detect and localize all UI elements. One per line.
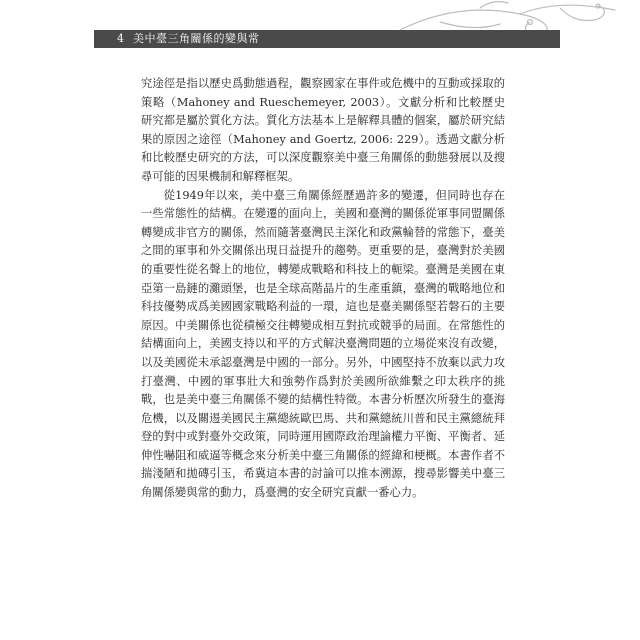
paragraph: 究途徑是指以歷史爲動態過程，觀察國家在事件或危機中的互動或採取的策略（Mahoney and Rueschemeyer, 2003）。文獻分析和比較歷史研究都是屬於質化方法。質化方法基本上是解釋具體的個案，屬於研究結果的原因之途徑（Mahoney and Goertz, 2006: 229）。透過文獻分析和比較歷史研究的方法，可以深度觀察美中臺三角關係的動態發展以及搜尋可能的因果機制和解釋框架。 [141,77,505,183]
paragraph: 從1949年以來，美中臺三角關係經歷過許多的變遷，但同時也存在一些常態性的結構。在變遷的面向上，美國和臺灣的關係從軍事同盟關係轉變成非官方的關係，然而隨著臺灣民主深化和政黨輪替的常態下，臺美之間的軍事和外交關係出現日益提升的趨勢。更重要的是，臺灣對於美國的重要性從名聲上的地位，轉變成戰略和科技上的軛梁。臺灣是美國在東亞第一島鏈的灘頭堡，也是全球高階晶片的生產重鎮，臺灣的戰略地位和科技優勢成爲美國國家戰略利益的一環，這也是臺美關係堅若磐石的主要原因。中美關係也從積極交往轉變成相互對抗或競爭的局面。在常態性的結構面向上，美國支持以和平的方式解決臺灣問題的立場從來沒有改變，以及美國從未承認臺灣是中國的一部分。另外，中國堅持不放棄以武力攻打臺灣、中國的軍事壯大和強勢作爲對於美國所欲維繫之印太秩序的挑戰，也是美中臺三角關係不變的結構性特徵。本書分析歷次所發生的臺海危機，以及關逷美國民主黨總統歐巴馬、共和黨總統川普和民主黨總統拜登的對中或對臺外交政策，同時運用國際政治理論權力平衡、平衡者、延伸性嚇阻和威逼等概念來分析美中臺三角關係的經緯和梗概。本書作者不揣淺陋和拋磚引玉，希冀這本書的討論可以推本溯源，搜尋影響美中臺三角關係變與常的動力，爲臺灣的安全研究貢獻一番心力。 [141,188,505,500]
page-number: 4 [117,32,124,45]
running-title: 美中臺三角關係的變與常 [133,32,260,45]
body-text [141,75,505,503]
